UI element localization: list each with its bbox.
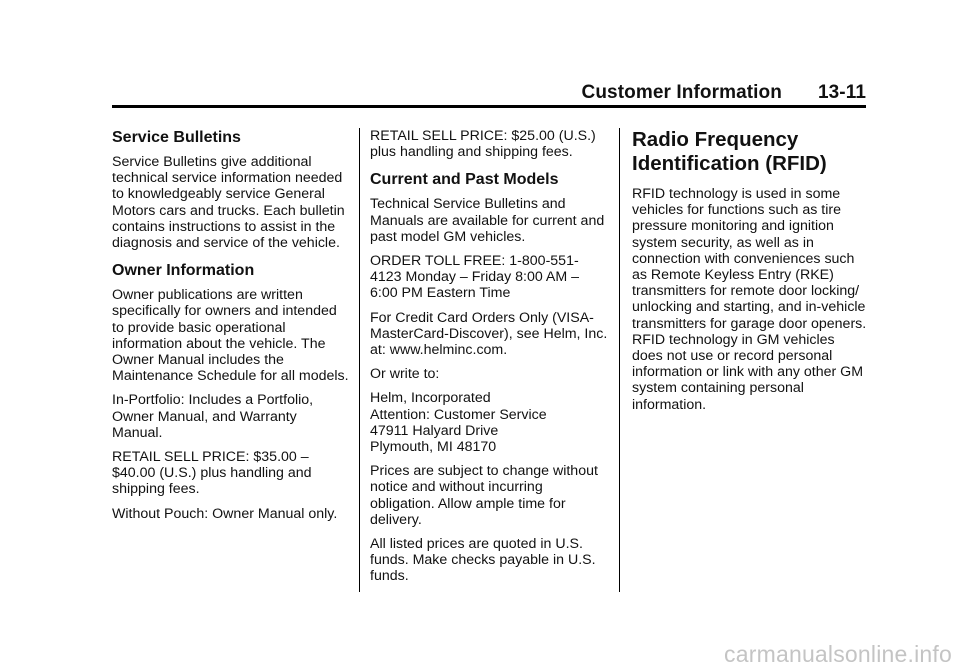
rfid-heading (632, 128, 868, 176)
retail-price-text: RETAIL SELL PRICE: $35.00 – $40.00 (U.S.) plus handling and shipping fees. (112, 449, 312, 498)
without-pouch-text: Without Pouch: Owner Manual only. (112, 505, 338, 522)
column-right (632, 128, 868, 421)
address-line: Plymouth, MI 48170 (370, 439, 497, 456)
rfid-text: RFID technology is used in some vehicles for functions such as tire pressure monitoring and ignition system security, as well as in connection with conveniences such as Remote Keyless Entry (RKE) transmitters for remote door locking/ unlocking and starting, and in-vehicle transmitters for garage door openers. RFID technology in GM vehicles does not use or record personal information or link with any other GM system containing personal information. (632, 186, 867, 413)
header-rule (112, 105, 866, 108)
watermark: carmanualsonline.info (724, 641, 952, 667)
column-left (112, 128, 350, 530)
address-line: Attention: Customer Service (370, 406, 547, 423)
tsb-text: Technical Service Bulletins and Manuals are available for current and past model GM vehicles. (370, 196, 605, 245)
owner-information-heading: Owner Information (112, 262, 255, 280)
address-line: 47911 Halyard Drive (370, 422, 499, 439)
owner-information-text: Owner publications are written specifically for owners and intended to provide basic operational information about the vehicle. The Owner Manual includes the Maintenance Schedule for all models. (112, 287, 349, 385)
order-toll-free-text: ORDER TOLL FREE: 1-800-551-4123 Monday – Friday 8:00 AM – 6:00 PM Eastern Time (370, 253, 579, 302)
column-middle (370, 128, 608, 593)
current-past-models-heading: Current and Past Models (370, 171, 559, 189)
quoted-prices-text: All listed prices are quoted in U.S. funds. Make checks payable in U.S. funds. (370, 536, 596, 585)
or-write-text: Or write to: (370, 366, 440, 383)
column-divider (359, 128, 360, 592)
address-line: Helm, Incorporated (370, 390, 491, 407)
section-title: Customer Information (581, 82, 782, 103)
rfid-heading-line: Radio Frequency (632, 128, 799, 151)
column-divider (619, 128, 620, 592)
credit-card-text: For Credit Card Orders Only (VISA-MasterCard-Discover), see Helm, Inc. at: www.helminc.com. (370, 309, 608, 359)
prices-change-text: Prices are subject to change without notice and without incurring obligation. Allow ample time for delivery. (370, 463, 598, 528)
retail-price-text: RETAIL SELL PRICE: $25.00 (U.S.) plus handling and shipping fees. (370, 128, 596, 161)
page-number: 13-11 (817, 82, 866, 103)
service-bulletins-heading: Service Bulletins (112, 129, 241, 146)
page-header (112, 80, 866, 104)
rfid-heading-line: Identification (RFID) (632, 152, 827, 175)
service-bulletins-text: Service Bulletins give additional technical service information needed to knowledgeably service General Motors cars and trucks. Each bulletin contains instructions to assist in the diagnosis and service of the vehicle. (112, 154, 345, 252)
in-portfolio-text: In-Portfolio: Includes a Portfolio, Owner Manual, and Warranty Manual. (112, 392, 314, 441)
mailing-address (370, 390, 608, 455)
